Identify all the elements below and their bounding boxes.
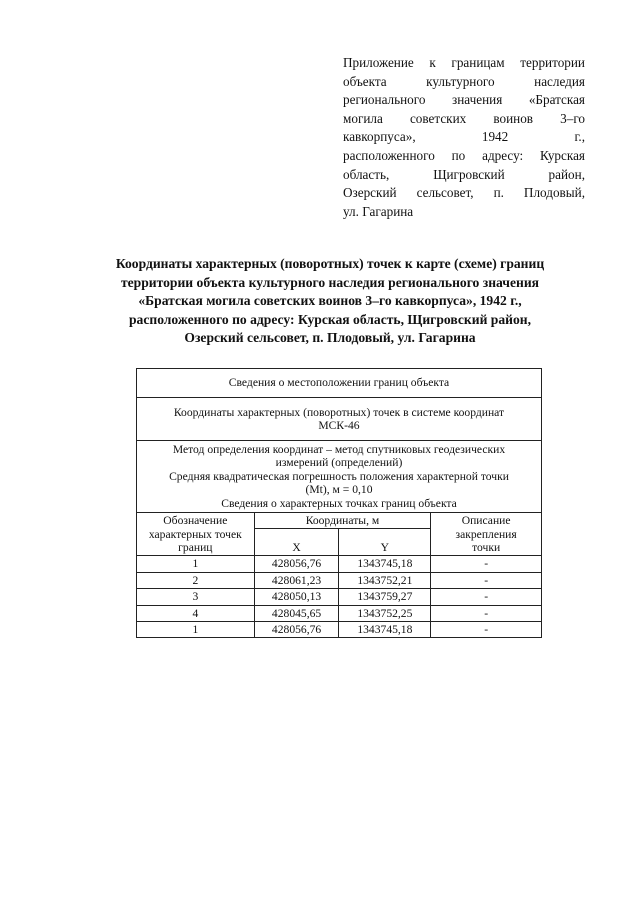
point-cell: 4 — [137, 605, 255, 621]
x-header: X — [254, 529, 339, 556]
description-header-line: точки — [472, 540, 501, 554]
point-cell: 3 — [137, 589, 255, 605]
desc-cell: - — [431, 572, 542, 588]
description-header — [431, 513, 542, 556]
appendix-line: Приложение к границам территории — [343, 55, 585, 70]
desc-cell: - — [431, 605, 542, 621]
x-cell: 428056,76 — [254, 556, 339, 572]
title-line: расположенного по адресу: Курская область, Щигровский район, — [128, 311, 532, 327]
table-row — [137, 622, 542, 638]
appendix-line: объекта культурного наследия — [343, 73, 585, 89]
method-line: Метод определения координат – метод спутниковых геодезических — [172, 443, 506, 456]
y-cell: 1343745,18 — [339, 622, 431, 638]
title-line: Озерский сельсовет, п. Плодовый, ул. Гагарина — [184, 330, 476, 346]
desc-cell: - — [431, 589, 542, 605]
method-cell — [137, 441, 542, 513]
title-line: «Братская могила советских воинов 3–го кавкорпуса», 1942 г., — [138, 293, 522, 309]
title-line: территории объекта культурного наследия регионального значения — [120, 274, 540, 290]
y-cell: 1343745,18 — [339, 556, 431, 572]
y-cell: 1343759,27 — [339, 589, 431, 605]
y-cell: 1343752,21 — [339, 572, 431, 588]
coord-system-line: Координаты характерных (поворотных) точек в системе координат — [173, 405, 505, 419]
appendix-line: могила советских воинов 3–го — [343, 110, 585, 126]
section-location-cell: Сведения о местоположении границ объекта — [137, 369, 542, 398]
table-row — [137, 556, 542, 572]
designation-header-line: характерных точек — [148, 527, 242, 541]
appendix-line: область, Щигровский район, — [343, 166, 585, 182]
x-cell: 428045,65 — [254, 605, 339, 621]
method-line: измерений (определений) — [275, 456, 403, 470]
point-cell: 1 — [137, 622, 255, 638]
desc-cell: - — [431, 622, 542, 638]
x-cell: 428056,76 — [254, 622, 339, 638]
table-header-row — [137, 513, 542, 529]
appendix-line: Озерский сельсовет, п. Плодовый, — [343, 185, 585, 201]
point-cell: 2 — [137, 572, 255, 588]
designation-header — [137, 513, 255, 556]
appendix-note — [343, 54, 585, 221]
table-row — [137, 572, 542, 588]
appendix-line: расположенного по адресу: Курская — [343, 147, 585, 163]
method-line: Средняя квадратическая погрешность положения характерной точки — [169, 469, 509, 483]
document-title — [80, 255, 580, 348]
coordinates-header: Координаты, м — [254, 513, 431, 529]
coordinates-table — [136, 368, 542, 638]
section-points-line: Сведения о характерных точках границ объекта — [221, 496, 457, 510]
title-line: Координаты характерных (поворотных) точек к карте (схеме) границ — [115, 256, 545, 271]
point-cell: 1 — [137, 556, 255, 572]
y-cell: 1343752,25 — [339, 605, 431, 621]
description-header-line: закрепления — [455, 527, 517, 541]
appendix-line: регионального значения «Братская — [343, 92, 585, 108]
coord-system-cell — [137, 398, 542, 441]
appendix-line: ул. Гагарина — [343, 203, 414, 219]
table-section-row — [137, 398, 542, 441]
designation-header-line: Обозначение — [163, 514, 228, 528]
x-cell: 428050,13 — [254, 589, 339, 605]
method-line: (Mt), м = 0,10 — [305, 483, 373, 497]
description-header-line: Описание — [461, 514, 511, 528]
table-row — [137, 589, 542, 605]
coord-system-line: МСК-46 — [318, 419, 360, 432]
table-section-row — [137, 441, 542, 513]
table-section-row — [137, 369, 542, 398]
x-cell: 428061,23 — [254, 572, 339, 588]
appendix-line: кавкорпуса», 1942 г., — [343, 129, 585, 145]
y-header: Y — [339, 529, 431, 556]
table-row — [137, 605, 542, 621]
designation-header-line: границ — [178, 540, 213, 554]
desc-cell: - — [431, 556, 542, 572]
